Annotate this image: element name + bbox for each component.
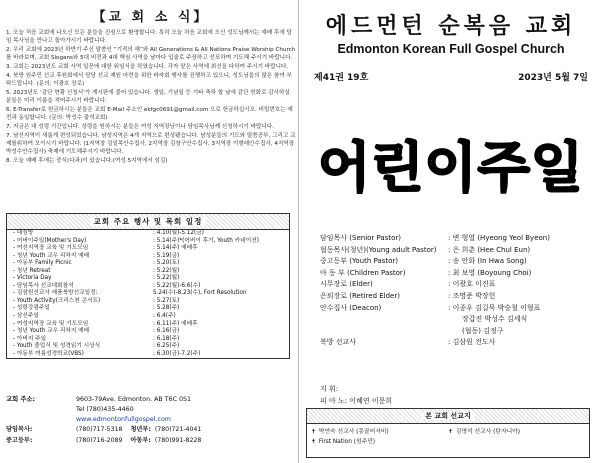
mission-item bbox=[448, 427, 585, 437]
mission-list bbox=[307, 424, 589, 447]
news-list bbox=[6, 29, 296, 165]
event-name: - Youth 졸업식 및 성경읽기 시상식 bbox=[13, 343, 101, 350]
event-date: : 5.27(토) bbox=[153, 297, 180, 304]
staff-row bbox=[320, 268, 590, 280]
event-row bbox=[7, 343, 289, 351]
cross-icon: ✝ bbox=[448, 429, 453, 435]
event-name: - 성령강림주일 bbox=[13, 305, 50, 312]
phone-label: 담임목사: bbox=[6, 426, 33, 433]
event-date: : 5.14(주) 예배후 bbox=[153, 245, 198, 252]
staff-name: : 송 안화 (In Hwa Song) bbox=[448, 257, 527, 266]
staff-name: : 은 희춘 (Hee Chul Eun) bbox=[448, 245, 531, 254]
address-value: 9603-79Ave. Edmonton. AB T6C 0S1 bbox=[76, 396, 192, 403]
event-name: - 어버이주일(Mother's Day) bbox=[13, 237, 87, 244]
staff-name: : 최 보영 (Boyoung Choi) bbox=[448, 268, 532, 277]
staff-row bbox=[320, 245, 590, 257]
event-date: : 5.22(월) bbox=[153, 267, 180, 274]
missions-header-label: 본 교회 선교지 bbox=[421, 412, 474, 420]
phone-label: 아동부: bbox=[130, 437, 151, 444]
staff-role: 중고등부 (Youth Pastor) bbox=[320, 257, 398, 266]
church-name-english: Edmonton Korean Full Gospel Church bbox=[337, 42, 565, 56]
mission-item bbox=[311, 427, 448, 437]
volume-number: 제41권 19호 bbox=[314, 73, 369, 83]
event-date: : 5.22(월)-6.6(수) bbox=[153, 282, 201, 289]
event-name: - 삼선주일 bbox=[13, 313, 39, 320]
pianist-line: 피 아 노: 이혜연 이문희 bbox=[320, 397, 393, 405]
event-name: - 여성지역장 교육 및 기도모임 bbox=[13, 320, 89, 327]
mission-name: First Nation (원주민) bbox=[318, 439, 376, 445]
news-item: 1. 오늘 처음 교회에 나오신 모든 분들을 진심으로 환영합니다. 특히 오늘 처음 교회에 오신 성도님께서는 예배 후에 담임 목사님을 만나고 돌아가시기 바랍니다. bbox=[6, 30, 292, 44]
events-header-label: 교회 주요 행사 및 목회 일정 bbox=[90, 217, 207, 226]
staff-role: 담임목사 (Senior Pastor) bbox=[320, 234, 402, 242]
news-item: 7. 남선지역이 새롭게 편성되었습니다. 남성지역은 4개 지역으로 편성됐습니다. 남성분들의 기도와 말씀공부, 그리고 교제를위하여 모이시기 바랍니다. (1지역장 김일목안수집사, 2지역장 김창구안수집사, 3지역장 이형래안수집사, 4지역장 박성수안수집사) 축제에 기도해주시기 바랍니다. bbox=[6, 133, 296, 155]
news-item: 4. 북방 원주민 선교 후원회에서 담당 선교 재원 마련을 위한 바자회 행사를 진행하고 있으니, 성도님들의 많은 참여 부탁드립니다. (문의: 이광호 장로) bbox=[6, 73, 292, 87]
news-item: 8. 오늘 예배 후에는 중식(다과)이 있습니다.(여성 5지역에서 섬김) bbox=[6, 158, 168, 164]
event-row bbox=[7, 321, 289, 329]
staff-list bbox=[320, 233, 590, 349]
events-list bbox=[7, 230, 289, 358]
staff-row bbox=[320, 256, 590, 268]
staff-name: : 이종우 김길묵 박승철 이형표 bbox=[448, 303, 541, 312]
news-section bbox=[6, 4, 296, 166]
event-date: : 5.14(주)*(어버이 후기, Youth 카네이션) bbox=[153, 237, 259, 244]
staff-name: : 이광호 이진표 bbox=[448, 280, 496, 289]
phones-row-1 bbox=[6, 424, 288, 435]
news-item: 7. 지금은 대 성령 기간입니다. 성령을 원하시는 분들은 여성 지역장님이나 담임목사님께 신청하시기 바랍니다. bbox=[6, 124, 274, 130]
phone-value: (780)716-2089 bbox=[76, 437, 123, 444]
event-row bbox=[7, 268, 289, 276]
event-name: - 여선지역장 교육 및 기도모임 bbox=[13, 245, 89, 252]
deacon-line-2: 장갑진 박성수 김세식 bbox=[462, 315, 528, 324]
news-item-email: 6. E-Transfer로 헌금하시는 분들은 교회 E-Mail 주소인 ekfgc0691@gmail.com 으로 헌금하십시오. 비밀번호는 예전과 동일합니다. (문의: 박성수 출석교회) bbox=[6, 107, 293, 121]
event-row bbox=[7, 238, 289, 246]
phone-value: (780)991-8228 bbox=[154, 437, 202, 444]
event-row bbox=[7, 260, 289, 268]
event-date: : 6.18(주) bbox=[153, 335, 180, 342]
event-name: - Victoria Day bbox=[13, 275, 52, 282]
staff-role: 은퇴장로 (Retired Elder) bbox=[320, 291, 400, 300]
conductor-label: 지 휘: bbox=[320, 385, 339, 393]
event-name: - 아버지 주일 bbox=[13, 335, 47, 342]
church-name-korean: 에드먼턴 순복음 교회 bbox=[325, 14, 577, 39]
news-title: 【교 회 소 식】 bbox=[92, 10, 210, 25]
staff-name: : 변 형열 (Hyeong Yeol Byeon) bbox=[448, 234, 550, 242]
staff-role: 시무장로 (Elder) bbox=[320, 280, 373, 289]
event-date: : 5.22(월) bbox=[153, 275, 180, 282]
mission-fields-box bbox=[306, 408, 590, 458]
staff-role: 북방 선교사 bbox=[320, 338, 357, 347]
event-name: - 담임목사 선교대회참석 bbox=[13, 282, 74, 289]
news-item: 2. 우리 교회에 2023년 하반기 주신 말씀인 “기적의 해”와 All Generations & All Nations Praise Worship Church를 바라보며, 교회 Slogans와 5대 비전과 4대 핵심 사역을 날마다 입술로 주장하고 선포하며 기도해 주시기 바랍니다. bbox=[6, 47, 296, 61]
event-name: - 김삼원선교사 예품북방선교일정: bbox=[13, 290, 98, 297]
event-date: : 5.28(주) bbox=[153, 305, 180, 312]
event-date: : 6.16(금) bbox=[153, 328, 180, 335]
cross-icon: ✝ bbox=[311, 429, 316, 435]
issue-date: 2023년 5월 7일 bbox=[518, 73, 588, 83]
phone-value: (780)721-4041 bbox=[154, 426, 202, 433]
childrens-day-title-art bbox=[318, 130, 584, 200]
column-divider bbox=[298, 0, 299, 463]
staff-row bbox=[320, 279, 590, 291]
cross-icon: ✝ bbox=[311, 439, 316, 445]
phone-value: (780)717-5318 bbox=[76, 426, 123, 433]
cover-section bbox=[306, 0, 596, 405]
mission-name: 박연숙 선교사 (몽골어서비) bbox=[318, 429, 389, 435]
event-date: : 5.19(금) bbox=[153, 252, 180, 259]
staff-role: 협동목사(청년)(Young adult Pastor) bbox=[320, 245, 437, 254]
tel-line bbox=[6, 405, 288, 415]
church-contact bbox=[6, 395, 288, 446]
event-date: : 6.30(금)-7.2(주) bbox=[153, 350, 201, 357]
event-row bbox=[7, 328, 289, 336]
event-date: : 4.10(월)-5.12(금) bbox=[153, 230, 204, 236]
address-line bbox=[6, 395, 288, 405]
event-row bbox=[7, 290, 289, 298]
website-link[interactable]: www.edmontonfullgospel.com bbox=[76, 416, 171, 423]
event-row bbox=[7, 275, 289, 283]
events-schedule-box bbox=[6, 213, 290, 359]
event-row bbox=[7, 351, 289, 359]
staff-row bbox=[320, 291, 590, 303]
event-date: : 6.4(주) bbox=[153, 313, 176, 320]
phone-label: 중고등부: bbox=[6, 437, 33, 444]
event-date: : 5.20(토) bbox=[153, 260, 180, 267]
event-date: : 6.25(주) bbox=[153, 343, 180, 350]
music-helpers bbox=[320, 383, 392, 407]
event-name: - 청년 Youth 교우 리차지 예배 bbox=[13, 252, 90, 259]
event-row bbox=[7, 305, 289, 313]
event-name: - 아동부 여름성경학교(VBS) bbox=[13, 350, 84, 357]
staff-row bbox=[320, 303, 590, 315]
event-name: - 대심방 bbox=[13, 230, 34, 236]
address-label: 교회 주소: bbox=[6, 396, 36, 403]
event-row bbox=[7, 245, 289, 253]
phone-label: 청년부: bbox=[130, 426, 151, 433]
staff-role: 아 동 부 (Children Pastor) bbox=[320, 268, 406, 277]
deacon-line-3: (협동) 김정구 bbox=[462, 326, 504, 335]
staff-rows bbox=[320, 233, 590, 314]
church-tel: Tel (780)435-4460 bbox=[76, 406, 134, 413]
missions-header bbox=[307, 409, 589, 424]
event-row bbox=[7, 230, 289, 238]
issue-info bbox=[314, 70, 588, 83]
events-header bbox=[7, 214, 289, 230]
event-name: - 아동부 Family Picnic bbox=[13, 260, 72, 267]
staff-name: : 조명준 박장헌 bbox=[448, 291, 496, 300]
news-item: 3. 교회는 2023년도 교회 사역 일꾼에 대한 위임식을 하였습니다. 각자 맡은 사역에 최선을 다하여 주시기 바랍니다. bbox=[6, 64, 289, 70]
staff-name: : 김삼원 전도사 bbox=[448, 338, 496, 347]
event-name: - 청년 Youth 교우 리차지 예배 bbox=[13, 328, 90, 335]
staff-row bbox=[320, 233, 590, 245]
staff-row-missionary bbox=[320, 337, 590, 349]
event-name: - 청년 Retreat bbox=[13, 267, 51, 274]
mission-item bbox=[311, 437, 448, 447]
event-date: : 6.11(주) 예배후 bbox=[153, 320, 198, 327]
staff-role: 안수집사 (Deacon) bbox=[320, 303, 382, 312]
event-row bbox=[7, 313, 289, 321]
title-art-text: 어린이주일 bbox=[318, 136, 584, 199]
event-date: 5.24(수)-8.23(수), Fort Resolution bbox=[153, 290, 247, 297]
mission-name: 김명석 선교사 (탄자니아) bbox=[455, 429, 521, 435]
news-item: 5. 2023년도 ‘감단 현황 신청서’가 게시판에 붙어 있습니다. 생일, 기념일 등 기타 축하 할 날에 감단 헌화로 감사하실 분들은 미리 이름을 적어주시기 바랍니다. bbox=[6, 90, 290, 104]
phones-row-2 bbox=[6, 435, 288, 446]
event-name: - Youth Activity(크리스천 콘서트) bbox=[13, 297, 101, 304]
